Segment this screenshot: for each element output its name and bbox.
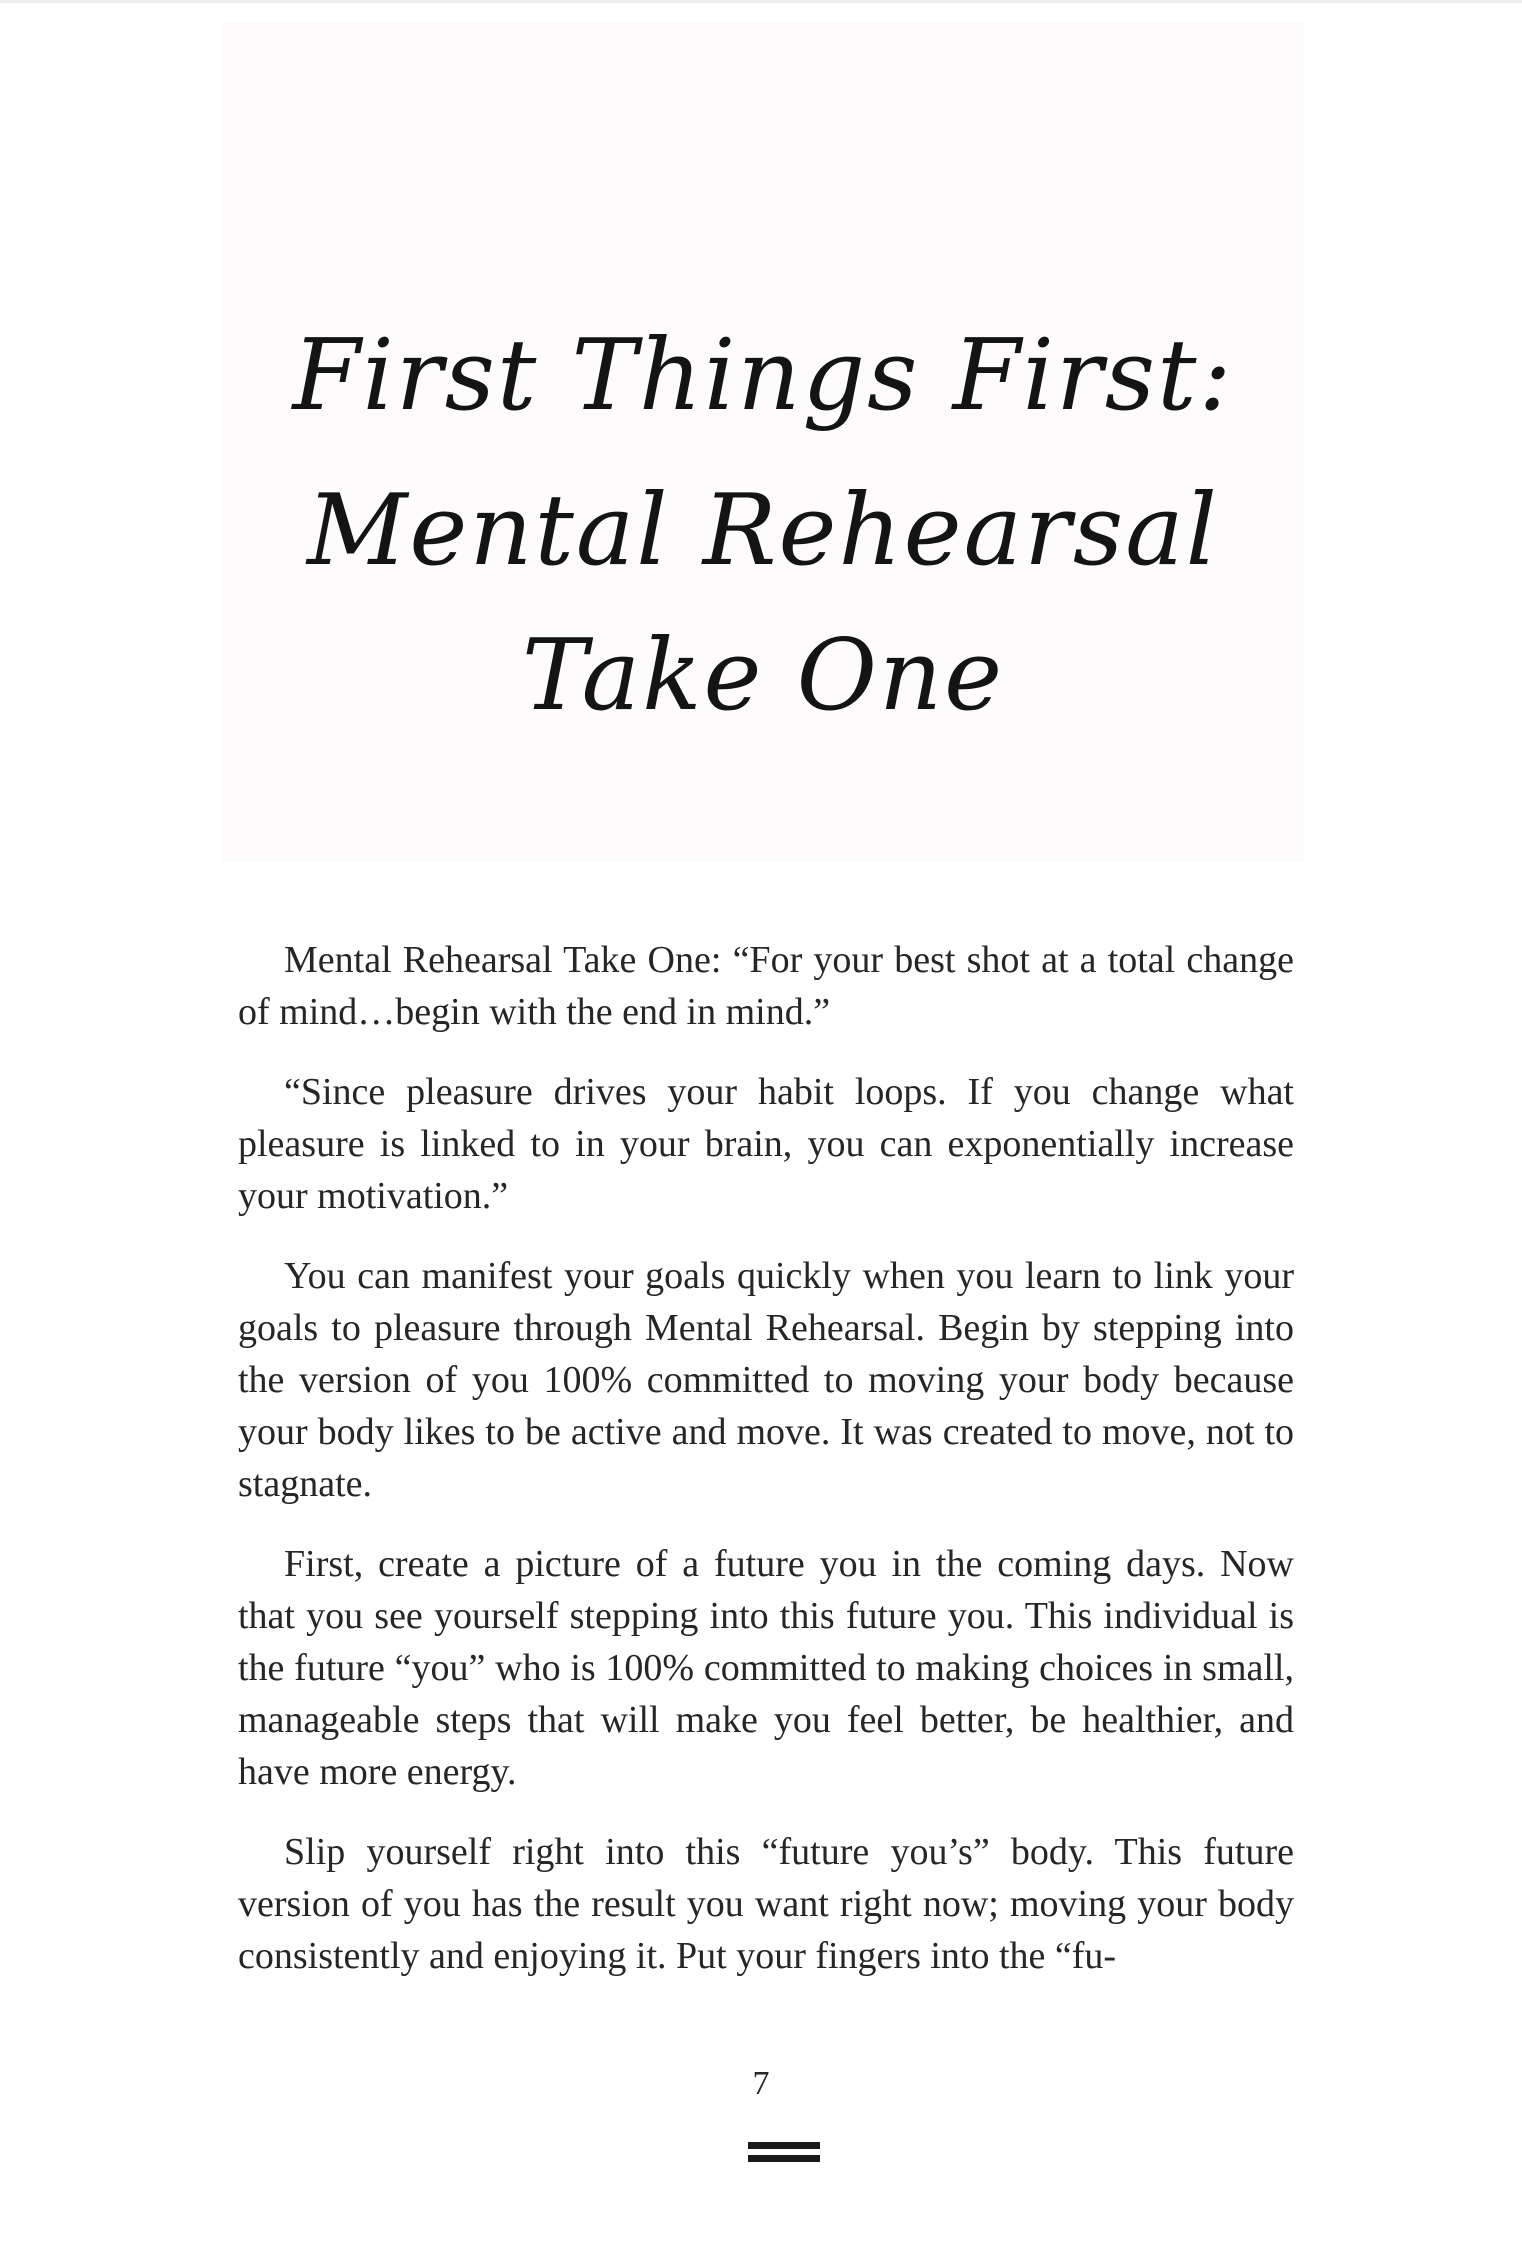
ornament-bar-top	[748, 2142, 820, 2149]
paragraph-5: Slip yourself right into this “future you’s” body. This future version of you has the result you want right now; moving your body consistently and enjoying it. Put your fingers into the “fu-	[238, 1831, 1294, 1977]
body-text	[238, 934, 1294, 2010]
chapter-title-line-1: First Things First:	[292, 319, 1234, 433]
paragraph-3: You can manifest your goals quickly when you learn to link your goals to pleasure through Mental Rehearsal. Begin by stepping into the version of you 100% committed to moving your body because your body likes to be active and move. It was created to move, not to stagnate.	[238, 1255, 1294, 1505]
paragraph-4: First, create a picture of a future you in the coming days. Now that you see yourself stepping into this future you. This individual is the future “you” who is 100% committed to making choices in small, manageable steps that will make you feel better, be healthier, and have more energy.	[238, 1543, 1294, 1793]
chapter-title-panel	[222, 22, 1304, 862]
paragraph-1: Mental Rehearsal Take One: “For your best shot at a total change of mind…begin with the end in mind.”	[238, 939, 1294, 1033]
chapter-title-line-3: Take One	[521, 619, 1005, 733]
footer-ornament	[748, 2142, 820, 2164]
top-rule	[0, 0, 1522, 3]
chapter-title-line-2: Mental Rehearsal	[307, 474, 1219, 588]
page-number: 7	[752, 2065, 770, 2102]
paragraph-2: “Since pleasure drives your habit loops. If you change what pleasure is linked to in your brain, you can exponentially increase your motivation.”	[238, 1071, 1294, 1217]
ornament-bar-bottom	[748, 2155, 820, 2162]
